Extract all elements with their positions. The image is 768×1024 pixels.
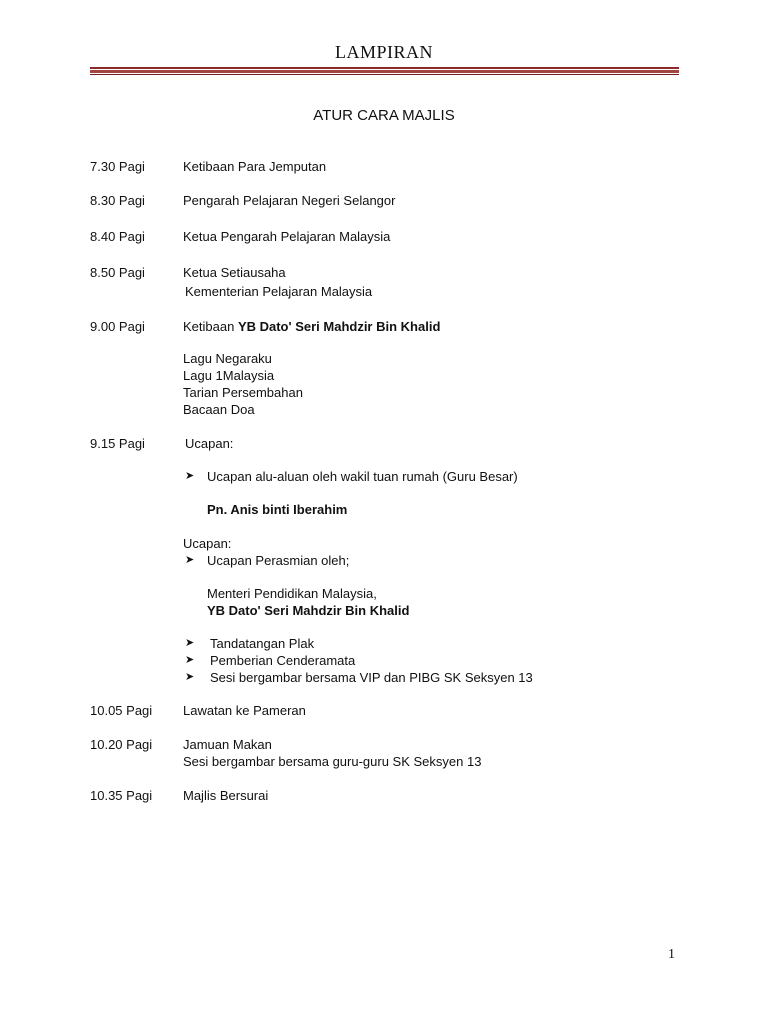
schedule-time: 9.15 Pagi bbox=[90, 436, 145, 451]
page-header-title: LAMPIRAN bbox=[334, 42, 433, 62]
activity-item: Pemberian Cenderamata bbox=[210, 653, 356, 668]
document-title: ATUR CARA MAJLIS bbox=[313, 107, 455, 124]
schedule-item: Jamuan Makan bbox=[183, 737, 272, 752]
schedule-time: 8.30 Pagi bbox=[90, 193, 145, 208]
speaker-name: Pn. Anis binti Iberahim bbox=[207, 502, 348, 517]
header-rule bbox=[90, 70, 679, 73]
activity-item: Sesi bergambar bersama VIP dan PIBG SK Seksyen 13 bbox=[210, 670, 533, 685]
activity-item: Tandatangan Plak bbox=[210, 636, 315, 651]
speaker-name: YB Dato' Seri Mahdzir Bin Khalid bbox=[207, 603, 410, 618]
arrow-bullet-icon: ➤ bbox=[185, 671, 195, 683]
speech-item: Ucapan Perasmian oleh; bbox=[207, 553, 350, 568]
arrow-bullet-icon: ➤ bbox=[185, 470, 195, 482]
header-rule bbox=[90, 74, 679, 75]
schedule-time: 9.00 Pagi bbox=[90, 319, 145, 334]
schedule-time: 7.30 Pagi bbox=[90, 159, 145, 174]
speech-heading: Ucapan: bbox=[185, 436, 234, 451]
schedule-item: Sesi bergambar bersama guru-guru SK Seksyen 13 bbox=[183, 754, 482, 769]
arrow-bullet-icon: ➤ bbox=[185, 554, 195, 566]
schedule-item: Pengarah Pelajaran Negeri Selangor bbox=[183, 193, 396, 208]
schedule-item: Ketua Setiausaha bbox=[183, 265, 286, 280]
schedule-time: 10.05 Pagi bbox=[90, 703, 153, 718]
speech-heading: Ucapan: bbox=[183, 536, 232, 551]
schedule-item: Ketua Pengarah Pelajaran Malaysia bbox=[183, 229, 391, 244]
schedule-item: Ketibaan Para Jemputan bbox=[183, 159, 327, 174]
header-rule bbox=[90, 67, 679, 69]
schedule-time: 8.40 Pagi bbox=[90, 229, 145, 244]
speaker-role: Menteri Pendidikan Malaysia, bbox=[207, 586, 377, 601]
schedule-time: 10.35 Pagi bbox=[90, 788, 153, 803]
schedule-item: Majlis Bersurai bbox=[183, 788, 269, 803]
arrow-bullet-icon: ➤ bbox=[185, 637, 195, 649]
schedule-item: Kementerian Pelajaran Malaysia bbox=[185, 284, 373, 299]
schedule-time: 10.20 Pagi bbox=[90, 737, 153, 752]
schedule-item bbox=[183, 318, 440, 335]
arrival-prefix: Ketibaan bbox=[183, 319, 238, 334]
program-item: Bacaan Doa bbox=[183, 402, 255, 417]
program-item: Lagu Negaraku bbox=[183, 351, 272, 366]
page-number: 1 bbox=[668, 947, 675, 962]
schedule-item: Lawatan ke Pameran bbox=[183, 703, 306, 718]
program-item: Tarian Persembahan bbox=[183, 385, 303, 400]
vip-name: YB Dato' Seri Mahdzir Bin Khalid bbox=[237, 319, 441, 334]
arrow-bullet-icon: ➤ bbox=[185, 654, 195, 666]
schedule-time: 8.50 Pagi bbox=[90, 265, 145, 280]
speech-item: Ucapan alu-aluan oleh wakil tuan rumah (Guru Besar) bbox=[207, 469, 518, 484]
program-item: Lagu 1Malaysia bbox=[183, 368, 275, 383]
